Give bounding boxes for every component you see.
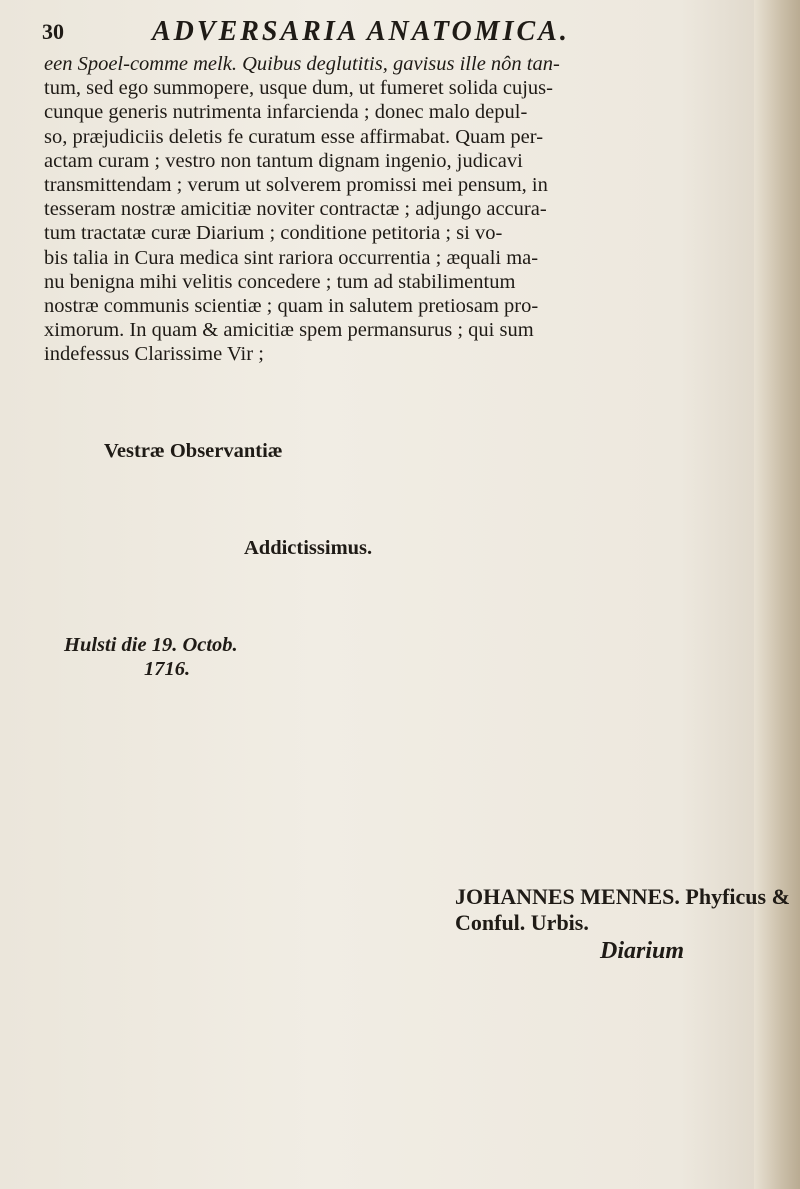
text-line xyxy=(44,730,704,754)
text-line xyxy=(44,754,704,778)
running-head: ADVERSARIA ANATOMICA. xyxy=(152,16,570,47)
signature: JOHANNES MENNES. Phyficus & Conful. Urbis. xyxy=(455,884,790,935)
text-line xyxy=(44,488,704,512)
page-number: 30 xyxy=(42,19,64,44)
text-line: transmittendam ; verum ut solverem promissi mei pensum, in xyxy=(44,174,548,197)
text-line: actam curam ; vestro non tantum dignam ingenio, judicavi xyxy=(44,149,523,172)
text-line: nu benigna mihi velitis concedere ; tum ad stabilimentum xyxy=(44,270,516,293)
text-line xyxy=(44,827,704,851)
text-line: bis talia in Cura medica sint rariora occurrentia ; æquali ma- xyxy=(44,246,539,269)
text-line xyxy=(44,802,704,826)
body-text xyxy=(44,52,704,948)
text-line: ximorum. In quam & amicitiæ spem permansurus ; qui sum xyxy=(44,319,534,342)
page-edge xyxy=(754,0,800,1189)
text-line: 1716. xyxy=(144,658,191,681)
text-line: nostræ communis scientiæ ; quam in salutem pretiosam pro- xyxy=(44,295,539,318)
text-line xyxy=(44,778,704,802)
text-line xyxy=(44,560,704,584)
text-line xyxy=(44,512,704,536)
text-line: so, præjudiciis deletis fe curatum esse affirmabat. Quam per- xyxy=(44,125,544,148)
text-line xyxy=(44,851,704,875)
text-line xyxy=(44,367,704,391)
text-line xyxy=(44,391,704,415)
text-line xyxy=(44,609,704,633)
text-line xyxy=(44,584,704,608)
text-line: tum tractatæ curæ Diarium ; conditione petitoria ; si vo- xyxy=(44,222,503,245)
text-line xyxy=(44,463,704,487)
text-line: tum, sed ego summopere, usque dum, ut fumeret solida cujus- xyxy=(44,77,553,100)
catchword: Diarium xyxy=(600,938,685,964)
text-line: cunque generis nutrimenta infarcienda ; donec malo depul- xyxy=(44,101,528,124)
text-line: Vestræ Observantiæ xyxy=(104,440,283,463)
text-line xyxy=(44,681,704,705)
text-line xyxy=(44,705,704,729)
text-line xyxy=(44,415,704,439)
page-header xyxy=(42,14,682,50)
text-line: indefessus Clarissime Vir ; xyxy=(44,343,264,366)
text-line: Addictissimus. xyxy=(244,537,373,560)
text-line: een Spoel-comme melk. Quibus deglutitis, gavisus ille nôn tan- xyxy=(44,53,560,75)
text-line: Hulsti die 19. Octob. xyxy=(64,633,238,656)
text-line: tesseram nostræ amicitiæ noviter contractæ ; adjungo accura- xyxy=(44,198,547,221)
